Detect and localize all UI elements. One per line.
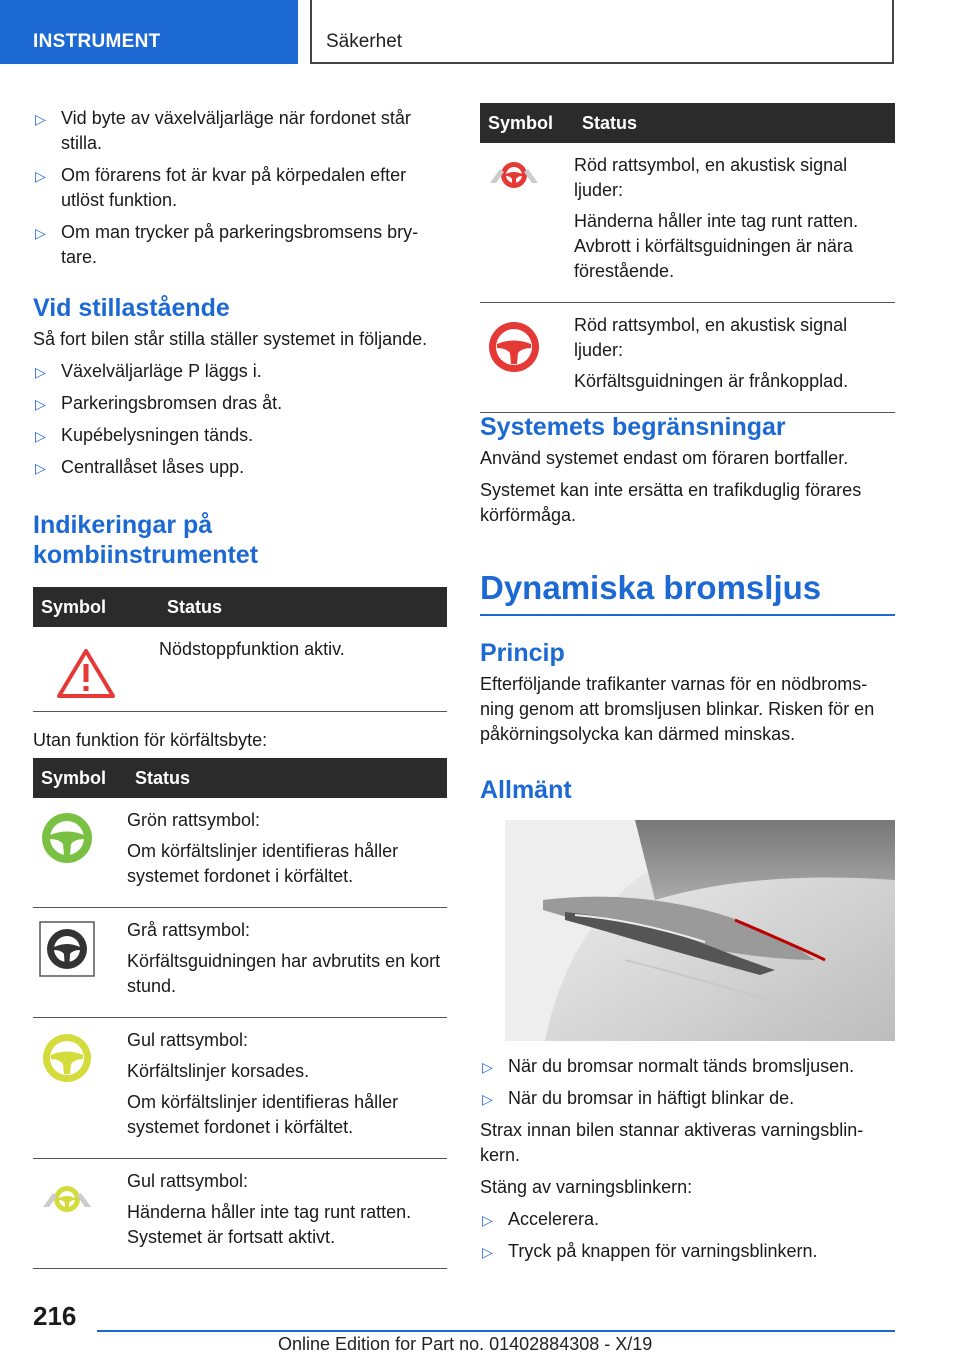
general-heading: Allmänt [480, 776, 572, 804]
general-content: ▷ När du bromsar normalt tänds bromsljusen. ▷ När du bromsar in häftigt blinkar de. Strax innan bilen stannar aktiveras varningsblin‐kern. Stäng av varningsblinkern: ▷ Accelerera. ▷ Tryck på knappen för varningsblinkern. [480, 1054, 895, 1271]
triangle-bullet-icon: ▷ [35, 225, 46, 241]
list-item: ▷ När du bromsar normalt tänds bromsljusen. [480, 1054, 895, 1079]
steering-wheel-yellow-icon [33, 1028, 119, 1088]
without-lane-change-text: Utan funktion för körfältsbyte: [33, 730, 268, 750]
triangle-bullet-icon: ▷ [35, 364, 46, 380]
list-item: ▷ Om förarens fot är kvar på körpedalen efter utlöst funktion. [35, 165, 407, 210]
table-row: Röd rattsymbol, en akustisk signal ljuder: Händerna håller inte tag runt ratten. Avbrott i körfältsguidningen är nära förestående. [480, 143, 895, 303]
list-item: ▷ När du bromsar in häftigt blinkar de. [480, 1086, 895, 1111]
triangle-bullet-icon: ▷ [482, 1244, 493, 1260]
standstill-intro: Så fort bilen står stilla ställer systemet in följande. [33, 329, 428, 349]
triangle-bullet-icon: ▷ [35, 428, 46, 444]
table-row: Grå rattsymbol: Körfältsguidningen har avbrutits en kort stund. [33, 908, 447, 1018]
warning-triangle-icon [55, 647, 117, 699]
table-row: Grön rattsymbol: Om körfältslinjer identifieras håller systemet fordonet i körfältet. [33, 798, 447, 908]
footer-edition: Online Edition for Part no. 01402884308 - X/19 [278, 1334, 653, 1354]
limits-heading: Systemets begränsningar [480, 413, 786, 441]
triangle-bullet-icon: ▷ [35, 460, 46, 476]
hands-on-wheel-yellow-icon [33, 1169, 119, 1229]
limits-section: Systemets begränsningar Använd systemet endast om föraren bortfaller. Systemet kan inte ersätta en trafikduglig förares körförmåga. [480, 412, 895, 535]
principle-heading: Princip [480, 639, 565, 667]
indications-section [33, 510, 447, 570]
table-row: Gul rattsymbol: Händerna håller inte tag runt ratten. Systemet är fortsatt aktivt. [33, 1159, 447, 1269]
list-item: ▷ Växelväljarläge P läggs i. [33, 359, 447, 384]
steering-wheel-red-icon [480, 313, 566, 379]
table-row: Röd rattsymbol, en akustisk signal ljuder: Körfältsguidningen är frånkopplad. [480, 303, 895, 413]
col-symbol: Symbol [33, 758, 127, 798]
triangle-bullet-icon: ▷ [482, 1091, 493, 1107]
triangle-bullet-icon: ▷ [35, 396, 46, 412]
chapter-tab [310, 0, 894, 64]
general-section [480, 775, 895, 805]
steering-wheel-green-icon [33, 808, 119, 868]
list-item: ▷ Parkeringsbromsen dras åt. [33, 391, 447, 416]
col-status: Status [574, 103, 895, 143]
chapter-title: Säkerhet [326, 31, 403, 52]
list-item: ▷ Tryck på knappen för varningsblinkern. [480, 1239, 895, 1264]
dynamic-brake-lights-heading: Dynamiska bromsljus [480, 568, 895, 616]
triangle-bullet-icon: ▷ [35, 168, 46, 184]
list-item: ▷ Kupébelysningen tänds. [33, 423, 447, 448]
standstill-heading: Vid stillastående [33, 294, 230, 322]
list-item: ▷ Centrallåset låses upp. [33, 455, 447, 480]
table-row: Nödstoppfunktion aktiv. [33, 627, 447, 712]
standstill-section [33, 293, 447, 487]
table-header-row [480, 103, 895, 143]
table-header-row [33, 587, 447, 627]
triangle-bullet-icon: ▷ [482, 1212, 493, 1228]
list-item: ▷ Vid byte av växelväljarläge när fordonet står stilla. [35, 108, 411, 153]
triangle-bullet-icon: ▷ [35, 111, 46, 127]
footer-divider [97, 1330, 895, 1332]
section-tab [0, 0, 298, 64]
col-symbol: Symbol [480, 103, 574, 143]
triangle-bullet-icon: ▷ [482, 1059, 493, 1075]
col-status: Status [127, 758, 447, 798]
bullet-list-top [33, 106, 447, 277]
principle-section: Princip Efterföljande trafikanter varnas för en nödbroms‐ning genom att bromsljusen blinkar. Risken för en påkörningsolycka kan därmed minskas. [480, 638, 895, 754]
section-title: INSTRUMENT [33, 31, 161, 52]
table-emergency-stop [33, 587, 447, 712]
indications-heading: Indikeringar på kombiinstrumentet [33, 511, 259, 569]
car-taillight-image [505, 820, 895, 1041]
table-header-row [33, 758, 447, 798]
page-number: 216 [33, 1301, 77, 1331]
col-status: Status [159, 587, 447, 627]
steering-wheel-gray-icon [33, 918, 119, 980]
table-lane-guidance [33, 758, 447, 1269]
dynamic-brake-lights-section [480, 568, 895, 616]
list-item: ▷ Accelerera. [480, 1207, 895, 1232]
table-row: Gul rattsymbol: Körfältslinjer korsades. Om körfältslinjer identifieras håller systemet fordonet i körfältet. [33, 1018, 447, 1159]
hands-on-wheel-red-icon [480, 153, 566, 213]
col-symbol: Symbol [33, 587, 159, 627]
table-red-wheel [480, 103, 895, 413]
list-item: ▷ Om man trycker på parkeringsbromsens bry‐tare. [35, 222, 419, 267]
